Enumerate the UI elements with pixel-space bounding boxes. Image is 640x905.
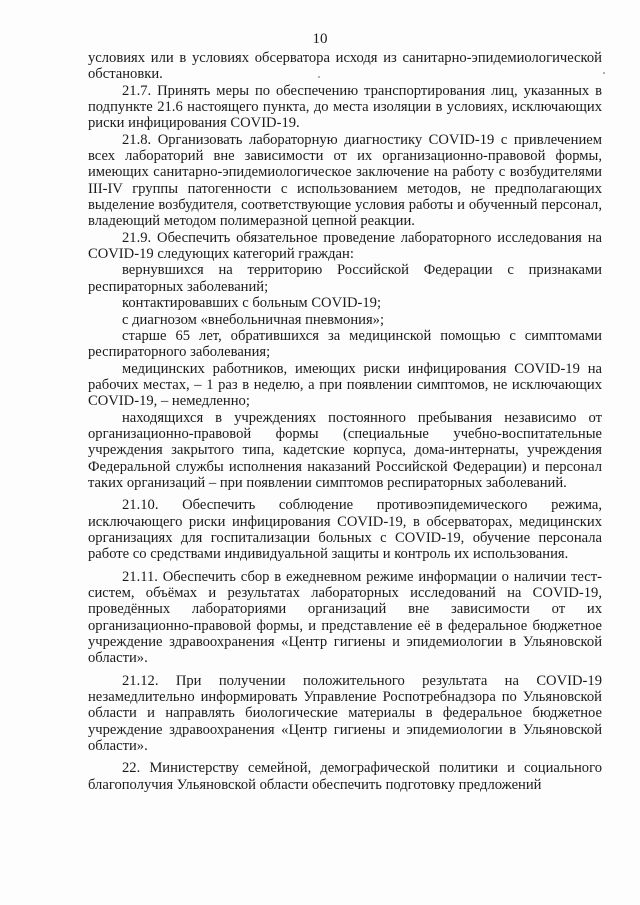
list-item-returned: вернувшихся на территорию Российской Федерации с признаками респираторных заболеваний;: [88, 262, 602, 295]
list-item-over-65: старше 65 лет, обратившихся за медицинской помощью с симптомами респираторного заболевания;: [88, 327, 602, 361]
scan-speck: [318, 76, 320, 78]
scan-speck: [603, 72, 605, 74]
list-item-contacts: контактировавших с больным COVID-19;: [122, 295, 382, 312]
paragraph-continuation: условиях или в условиях обсерватора исходя из санитарно-эпидемиологической обстановки.: [88, 50, 602, 83]
document-body: [88, 50, 602, 793]
list-item-residential-institutions: находящихся в учреждениях постоянного пребывания независимо от организационно-правовой формы (специальные учебно-воспитательные учреждения закрытого типа, кадетские корпуса, дома-интернаты, учреждения Федеральной службы исполнения наказаний Российской Федерации) и персонал таких организаций – при появлении симптомов респираторных заболеваний.: [88, 409, 602, 491]
paragraph-21-8: 21.8. Организовать лабораторную диагностику COVID-19 с привлечением всех лабораторий вне зависимости от их организационно-правовой формы, имеющих санитарно-эпидемиологическое заключение на работу с возбудителями III-IV группы патогенности с использованием методов, не предполагающих выделение возбудителя, соответствующие условия работы и обученный персонал, владеющий методом полимеразной цепной реакции.: [88, 131, 602, 230]
paragraph-21-10: 21.10. Обеспечить соблюдение противоэпидемического режима, исключающего риски инфицирования COVID-19, в обсерваторах, медицинских организациях для госпитализации больных с COVID-19, обучение персонала работе со средствами индивидуальной защиты и контроль их использования.: [88, 497, 602, 563]
paragraph-21-9: 21.9. Обеспечить обязательное проведение лабораторного исследования на COVID-19 следующих категорий граждан:: [88, 229, 602, 263]
list-item-medical-workers: медицинских работников, имеющих риски инфицирования COVID-19 на рабочих местах, – 1 раз в неделю, а при появлении симптомов, не исключающих COVID-19, – немедленно;: [88, 360, 602, 410]
paragraph-22: 22. Министерству семейной, демографической политики и социального благополучия Ульяновской области обеспечить подготовку предложений: [88, 760, 602, 793]
paragraph-21-11: 21.11. Обеспечить сбор в ежедневном режиме информации о наличии тест-систем, объёмах и результатах лабораторных исследований на COVID-19, проведённых лабораториями организаций вне зависимости от их организационно-правовой формы, и представление её в федеральное бюджетное учреждение здравоохранения «Центр гигиены и эпидемиологии в Ульяновской области».: [88, 568, 602, 667]
paragraph-21-7: 21.7. Принять меры по обеспечению транспортирования лиц, указанных в подпункте 21.6 настоящего пункта, до места изоляции в условиях, исключающих риски инфицирования COVID-19.: [88, 82, 602, 132]
list-item-pneumonia: с диагнозом «внебольничная пневмония»;: [122, 311, 385, 328]
paragraph-21-12: 21.12. При получении положительного результата на COVID-19 незамедлительно информировать Управление Роспотребнадзора по Ульяновской области и направлять биологические материалы в федеральное бюджетное учреждение здравоохранения «Центр гигиены и эпидемиологии в Ульяновской области».: [88, 672, 602, 755]
page-number: 10: [312, 31, 328, 47]
